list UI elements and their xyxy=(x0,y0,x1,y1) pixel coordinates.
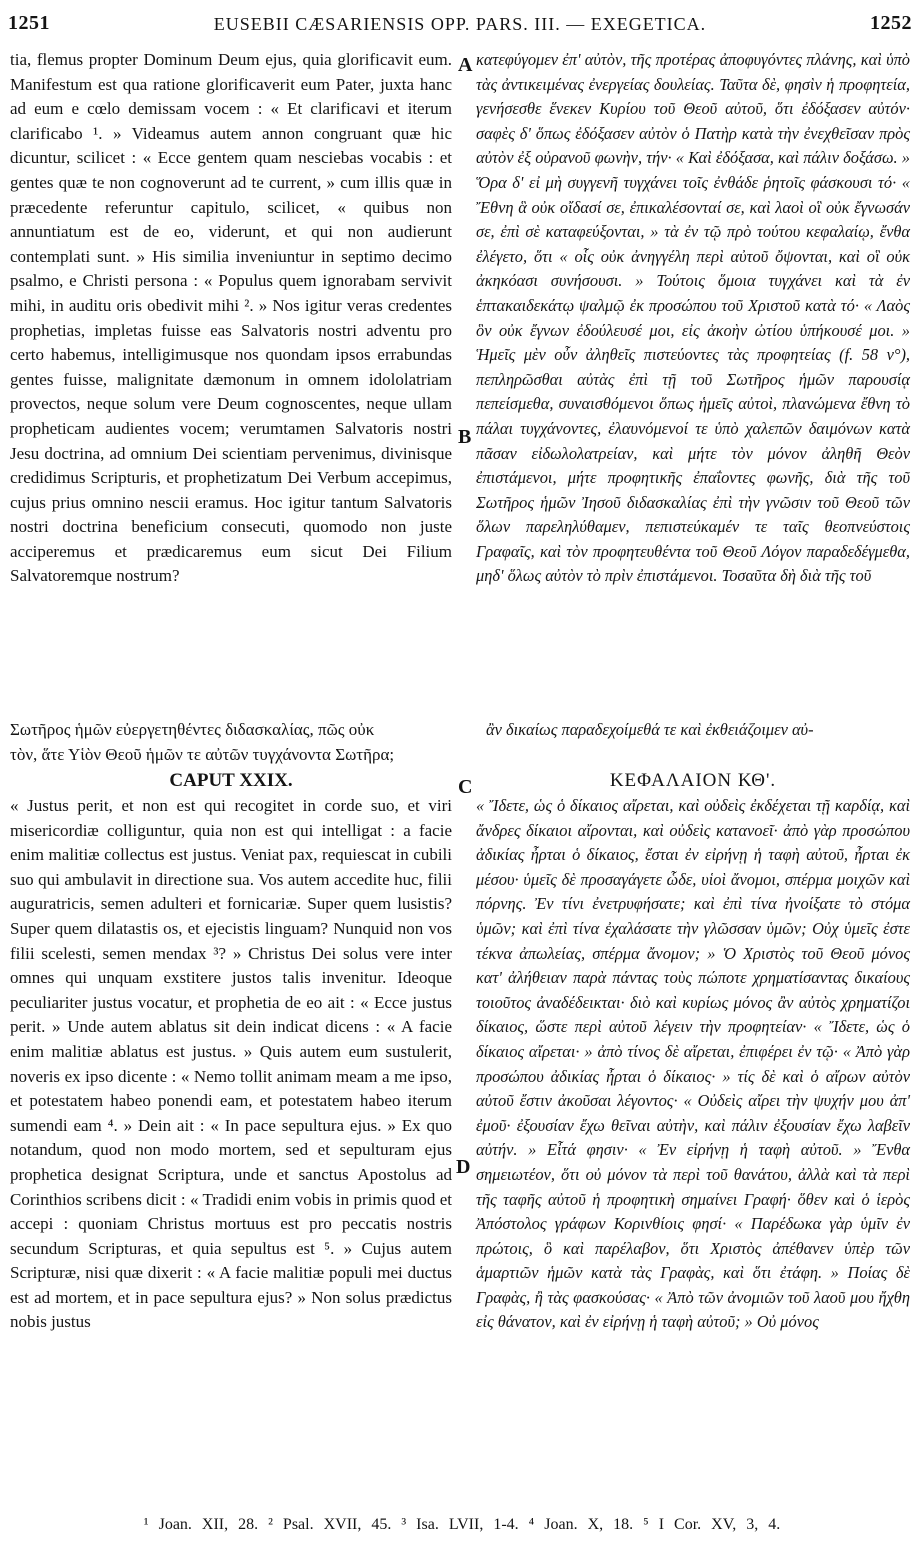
latin-paragraph-bottom: « Justus perit, et non est qui recogitet in corde suo, et viri misericordiæ colliguntur, quia non est qui intelligat : a facie enim malitiæ collectus est justus. Veniat pax, requiescat in cubili suo qui ambulavit in directione sua. Vos autem accedite huc, filii auguratricis, semen adulteri et fornicariæ. Super quem lusistis? Super quem dilatastis os, et ejecistis linguam? Nunquid non vos filii scelesti, semen mendax ³? » Christus Dei solus vere inter omnes qui unquam exstitere justos talis invenitur. Ideoque peculiariter justus vocatur, et prophetia de eo ait : « Ecce justus perit. » Unde autem ablatus sit dein indicat dicens : « A facie enim malitiæ ablatus est justus. » Quis autem eum sustulerit, noveris ex ipso dicente : « Nemo tollit animam meam a me ipso, et potestatem habeo ponendi eam, et potestatem habeo iterum sumendi eam ⁴. » Dein ait : « In pace sepultura ejus. » Ex quo notandum, quod non modo mortem, sed et sepulturam ejus prophetica designat Scriptura, unde et sanctus Apostolus ad Corinthios scribens dicit : « Tradidi enim vobis in primis quod et accepi : quoniam Christus mortuus est pro peccatis nostris secundum Scripturas, et quia sepultus est ⁵. » Cujus autem Scripturæ, nisi quæ dixerit : « A facie malitiæ populi mei ductus est ad mortem, et in pace sepultura ejus? » Non solus prædictus nobis justus xyxy=(10,796,452,1332)
running-title: EUSEBII CÆSARIENSIS OPP. PARS. III. — EXEGETICA. xyxy=(213,14,707,34)
greek-column-bottom xyxy=(476,794,910,1335)
greek-column-top xyxy=(476,48,910,589)
greek-paragraph-top: κατεφύγομεν ἐπ' αὐτὸν, τῆς προτέρας ἀποφυγόντες πλάνης, καὶ ὑπὸ τὰς ἀντικειμένας ἐνεργείας δουλείας. Ταῦτα δὲ, φησὶν ἡ προφητεία, γενήσεσθε ἕνεκεν Κυρίου τοῦ Θεοῦ αὐτοῦ, ὅτι ἐδόξασεν αὐτόν· σαφὲς δ' ὅπως ἐδόξασεν αὐτὸν ὁ Πατὴρ κατὰ τὴν ἐνεχθεῖσαν πρὸς αὐτὸν ἐξ οὐρανοῦ φωνὴν, τήν· « Καὶ ἐδόξασα, καὶ πάλιν δοξάσω. » Ὅρα δ' εἰ μὴ συγγενῆ τυγχάνει τοῖς ἐνθάδε ῥητοῖς φάσκουσι τό· « Ἔθνη ἃ οὐκ οἴδασί σε, ἐπικαλέσονταί σε, καὶ λαοὶ οἳ οὐκ ἔγνωσάν σε, ἐπὶ σὲ καταφεύξονται, » τὰ ἐν τῷ πρὸ τούτου κεφαλαίῳ, ἔνθα ἐλέγετο, ὅτι « οἷς οὐκ ἀνηγγέλη περὶ αὐτοῦ ὄψονται, καὶ οἳ οὐκ ἀκηκόασι συνήσουσι. » Τούτοις ὅμοια τυγχάνει καὶ τὰ ἐν ἑπτακαιδεκάτῳ ψαλμῷ ἐκ προσώπου τοῦ Χριστοῦ κατὰ τό· « Λαὸς ὃν οὐκ ἔγνων ἐδούλευσέ μοι, εἰς ἀκοὴν ὠτίου ὑπήκουσέ μοι. » Ἡμεῖς μὲν οὖν ἀληθεῖς πιστεύοντες τὰς προφητείας (f. 58 v°), πεπληρῶσθαι αὐτὰς ἐπὶ τῇ τοῦ Σωτῆρος ἡμῶν παρουσίᾳ πεπείσμεθα, συναισθόμενοι ὅπως ἡμεῖς αὐτοὶ, πλανώμενα ἔθνη τὸ πάλαι τυγχάνοντες, ἐλαυνόμενοί τε ὑπὸ χαλεπῶν δαιμόνων κατὰ πᾶσαν εἰδωλολατρείαν, καὶ μήτε τὸν μόνον ἀληθῆ Θεὸν ἐπιστάμενοι, μήτε προφητικῆς ἐπαΐοντες φωνῆς, διὰ τῆς τοῦ Σωτῆρος ἡμῶν Ἰησοῦ διδασκαλίας ἐπὶ τὴν γνῶσιν τοῦ Θεοῦ τῶν ὅλων παρεληλύθαμεν, πεπιστεύκαμέν τε ταῖς θεοπνεύστοις Γραφαῖς, καὶ τὸν προφητευθέντα τοῦ Θεοῦ Λόγον παραδεδέγμεθα, μηδ' ὅλως αὐτὸν τὸ πρὶν ἐπιστάμενοι. Τοσαῦτα δὴ διὰ τῆς τοῦ xyxy=(476,50,910,586)
footnotes: ¹ Joan. XII, 28. ² Psal. XVII, 45. ³ Isa. LVII, 1-4. ⁴ Joan. X, 18. ⁵ I Cor. XV, 3, 4. xyxy=(143,1516,781,1533)
spanning-line-2-left: τὸν, ἅτε Υἱὸν Θεοῦ ἡμῶν τε αὐτῶν τυγχάνοντα Σωτῆρα; xyxy=(10,745,395,764)
margin-marker-b: B xyxy=(458,426,472,448)
chapter-heading-latin: CAPUT XXIX. xyxy=(169,770,293,791)
greek-paragraph-bottom: « Ἴδετε, ὡς ὁ δίκαιος αἴρεται, καὶ οὐδεὶς ἐκδέχεται τῇ καρδίᾳ, καὶ ἄνδρες δίκαιοι αἴρονται, καὶ οὐδεὶς κατανοεῖ· ἀπὸ γὰρ προσώπου ἀδικίας ἦρται ὁ δίκαιος, ἔσται ἐν εἰρήνῃ ἡ ταφὴ αὐτοῦ, ἦρται ἐκ μέσου· ὑμεῖς δὲ προσαγάγετε ὧδε, υἱοὶ ἄνομοι, σπέρμα μοιχῶν καὶ πόρνης. Ἐν τίνι ἐνετρυφήσατε; καὶ ἐπὶ τίνα ἠνοίξατε τὸ στόμα ὑμῶν; καὶ ἐπὶ τίνα ἐχαλάσατε τὴν γλῶσσαν ὑμῶν; Οὐχ ὑμεῖς ἐστε τέκνα ἀπωλείας, σπέρμα ἄνομον; » Ὁ Χριστὸς τοῦ Θεοῦ μόνος κατ' ἀλήθειαν παρὰ πάντας τοὺς πώποτε χρηματίσαντας δικαίους τοιοῦτος ἀναδέδεικται· διὸ καὶ κυρίως μόνος ἂν αὐτὸς χρηματίζοι δίκαιος, ὥστε περὶ αὐτοῦ λέγειν τὴν προφητείαν· « Ἴδετε, ὡς ὁ δίκαιος αἴρεται· » ἀπὸ τίνος δὲ αἴρεται, ἐπιφέρει ἐν τῷ· « Ἀπὸ γὰρ προσώπου ἀδικίας ἦρται ὁ δίκαιος· » τίς δὲ καὶ ὁ αἴρων αὐτὸν αὐτοῦ ἔστιν ἀκοῦσαι λέγοντος· « Οὐδεὶς αἴρει τὴν ψυχήν μου ἀπ' ἐμοῦ· ἐξουσίαν ἔχω θεῖναι αὐτὴν, καὶ πάλιν ἐξουσίαν ἔχω λαβεῖν αὐτήν. » Εἶτά φησιν· « Ἐν εἰρήνῃ ἡ ταφὴ αὐτοῦ. » Ἔνθα σημειωτέον, ὅτι οὐ μόνον τὰ περὶ τοῦ θανάτου, ἀλλὰ καὶ τὰ περὶ τῆς ταφῆς αὐτοῦ ἡ προφητικὴ σημαίνει Γραφή· ὅθεν καὶ ὁ ἱερὸς Ἀπόστολος γράφων Κορινθίοις φησί· « Παρέδωκα γὰρ ὑμῖν ἐν πρώτοις, ὃ καὶ παρέλαβον, ὅτι Χριστὸς ἀπέθανεν ὑπὲρ τῶν ἁμαρτιῶν ἡμῶν κατὰ τὰς Γραφὰς, καὶ ὅτι ἐτάφη. » Ποίας δὲ Γραφὰς, ἢ τὰς φασκούσας· « Ἀπὸ τῶν ἀνομιῶν τοῦ λαοῦ μου ἤχθη εἰς θάνατον, καὶ ἐν εἰρήνῃ ἡ ταφὴ αὐτοῦ; » Οὐ μόνος xyxy=(476,796,910,1332)
chapter-heading-greek: ΚΕΦΑΛΑΙΟΝ ΚΘ'. xyxy=(609,770,777,791)
page-header xyxy=(8,8,912,42)
margin-marker-a: A xyxy=(458,54,473,76)
page-number-right: 1252 xyxy=(870,12,912,34)
spanning-line-1-right: ἂν δικαίως παραδεχοίμεθά τε καὶ ἐκθειάζοιμεν αὐ- xyxy=(486,720,814,739)
latin-column-bottom xyxy=(10,794,452,1335)
latin-column-top xyxy=(10,48,452,589)
margin-marker-d: D xyxy=(456,1156,471,1178)
latin-paragraph-top: tia, flemus propter Dominum Deum ejus, quia glorificavit eum. Manifestum est qua ratione glorificaverit eum Pater, juxta hanc ad eum e cœlo demissam vocem : « Et clarificavi et iterum clarificabo ¹. » Videamus autem annon congruant quæ hic dicuntur, scilicet : « Ecce gentem quam nesciebas vocabis : et gentes quæ te non cognoverunt ad te current, » cum illis quæ in præcedente referuntur capitulo, scilicet, « quibus non annuntiatum est de eo, viderunt, et qui non audierunt contemplati sunt. » His similia inveniuntur in septimo decimo psalmo, e Christi persona : « Populus quem ignorabam servivit mihi, in auditu oris obedivit mihi ². » Nos igitur veras credentes prophetias, impletas fuisse eas Salvatoris nostri adventu pro certo habemus, intelligimusque nos quondam ipsos errabundas gentes fuisse, malignitate dæmonum in omnem idololatriam provectos, neque solum vere Deum cognoscentes, neque ullam propheticam audientes vocem; verumtamen Salvatoris nostri Jesu doctrina, ad omnium Dei scientiam pervenimus, divinisque credidimus Scripturis, et prophetizatum Dei Verbum accepimus, cujus prius omnino nescii eramus. Hoc igitur tantum Salvatoris nostri doctrina beneficium consecuti, quomodo non juste acciperemus et prædicaremus eum sicut Dei Filium Salvatoremque nostrum? xyxy=(10,50,452,586)
margin-marker-c: C xyxy=(458,776,473,798)
spanning-line-1-left: Σωτῆρος ἡμῶν εὐεργετηθέντες διδασκαλίας, πῶς οὐκ xyxy=(10,720,375,739)
page-number-left: 1251 xyxy=(8,12,50,34)
